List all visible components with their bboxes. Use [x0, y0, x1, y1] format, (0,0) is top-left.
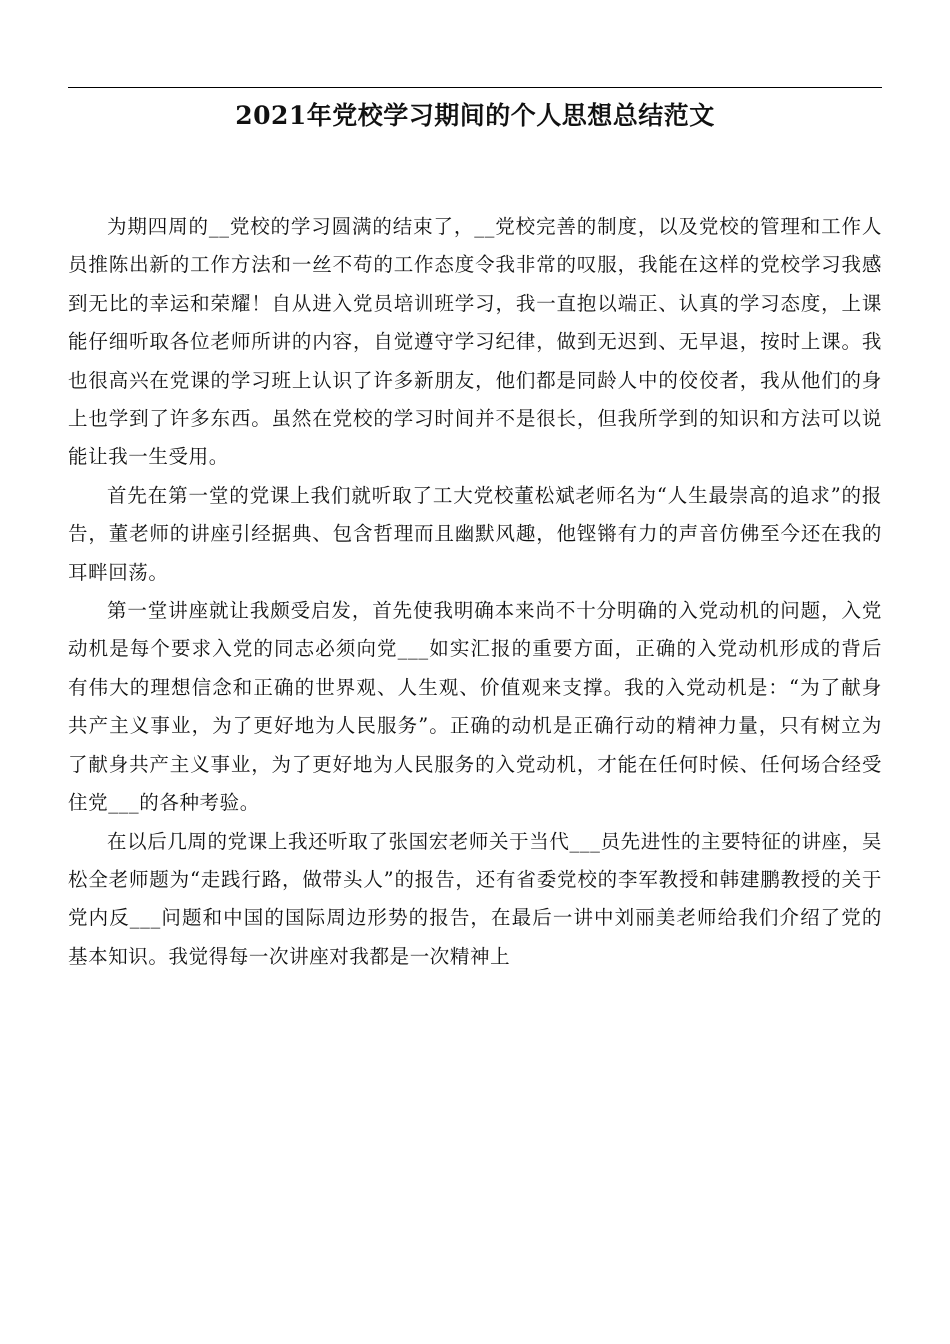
paragraph-4: 在以后几周的党课上我还听取了张国宏老师关于当代___员先进性的主要特征的讲座，吴松全老师题为“走践行路，做带头人”的报告，还有省委党校的李军教授和韩建鹏教授的关于党内反___问题和中国的国际周边形势的报告，在最后一讲中刘丽美老师给我们介绍了党的基本知识。我觉得每一次讲座对我都是一次精神上: [68, 829, 882, 968]
header-rule: [68, 87, 882, 88]
paragraph-3: 第一堂讲座就让我颇受启发，首先使我明确本来尚不十分明确的入党动机的问题，入党动机是每个要求入党的同志必须向党___如实汇报的重要方面，正确的入党动机形成的背后有伟大的理想信念和正确的世界观、人生观、价值观来支撑。我的入党动机是：“为了献身共产主义事业，为了更好地为人民服务”。正确的动机是正确行动的精神力量，只有树立为了献身共产主义事业，为了更好地为人民服务的入党动机，才能在任何时候、任何场合经受住党___的各种考验。: [68, 599, 882, 815]
paragraph-2: 首先在第一堂的党课上我们就听取了工大党校董松斌老师名为“人生最崇高的追求”的报告，董老师的讲座引经据典、包含哲理而且幽默风趣，他铿锵有力的声音仿佛至今还在我的耳畔回荡。: [68, 483, 882, 584]
document-body: [68, 208, 882, 976]
paragraph-1: 为期四周的__党校的学习圆满的结束了，__党校完善的制度，以及党校的管理和工作人员推陈出新的工作方法和一丝不苟的工作态度令我非常的叹服，我能在这样的党校学习我感到无比的幸运和荣耀！自从进入党员培训班学习，我一直抱以端正、认真的学习态度，上课能仔细听取各位老师所讲的内容，自觉遵守学习纪律，做到无迟到、无早退，按时上课。我也很高兴在党课的学习班上认识了许多新朋友，他们都是同龄人中的佼佼者，我从他们的身上也学到了许多东西。虽然在党校的学习时间并不是很长，但我所学到的知识和方法可以说能让我一生受用。: [68, 215, 882, 469]
document-title: 2021年党校学习期间的个人思想总结范文: [235, 101, 715, 130]
